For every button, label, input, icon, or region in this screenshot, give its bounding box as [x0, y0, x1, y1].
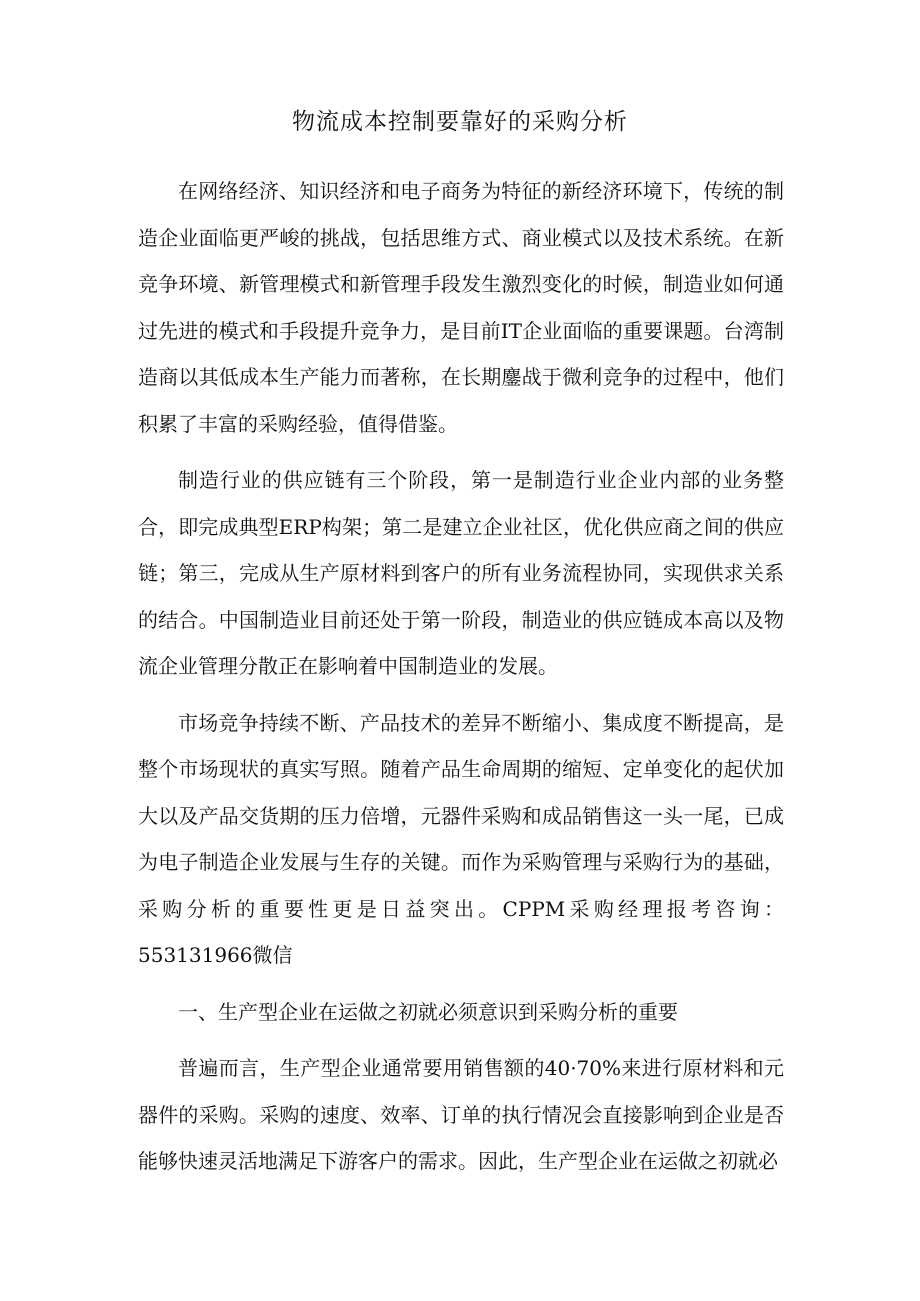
document-title: 物流成本控制要靠好的采购分析: [292, 109, 628, 135]
paragraph-section-body: 普遍而言，生产型企业通常要用销售额的40·70%来进行原材料和元器件的采购。采购的速度、效率、订单的执行情况会直接影响到企业是否能够快速灵活地满足下游客户的需求。因此，生产型企业在运做之初就必: [138, 1056, 784, 1173]
document-body: [138, 168, 784, 1195]
paragraph-supply-chain: 制造行业的供应链有三个阶段，第一是制造行业企业内部的业务整合，即完成典型ERP构架；第二是建立企业社区，优化供应商之间的供应链；第三，完成从生产原材料到客户的所有业务流程协同，实现供求关系的结合。中国制造业目前还处于第一阶段，制造业的供应链成本高以及物流企业管理分散正在影响着中国制造业的发展。: [138, 468, 784, 678]
paragraph-market: 市场竞争持续不断、产品技术的差异不断缩小、集成度不断提高，是整个市场现状的真实写照。随着产品生命周期的缩短、定单变化的起伏加大以及产品交货期的压力倍增，元器件采购和成品销售这一头一尾，已成为电子制造企业发展与生存的关键。而作为采购管理与采购行为的基础，采购分析的重要性更是日益突出。CPPM采购经理报考咨询：553131966微信: [138, 710, 784, 967]
paragraph-intro: 在网络经济、知识经济和电子商务为特征的新经济环境下，传统的制造企业面临更严峻的挑战，包括思维方式、商业模式以及技术系统。在新竞争环境、新管理模式和新管理手段发生激烈变化的时候，制造业如何通过先进的模式和手段提升竞争力，是目前IT企业面临的重要课题。台湾制造商以其低成本生产能力而著称，在长期鏖战于微利竞争的过程中，他们积累了丰富的采购经验，值得借鉴。: [138, 179, 784, 436]
section-heading: 一、生产型企业在运做之初就必须意识到采购分析的重要: [178, 999, 678, 1024]
